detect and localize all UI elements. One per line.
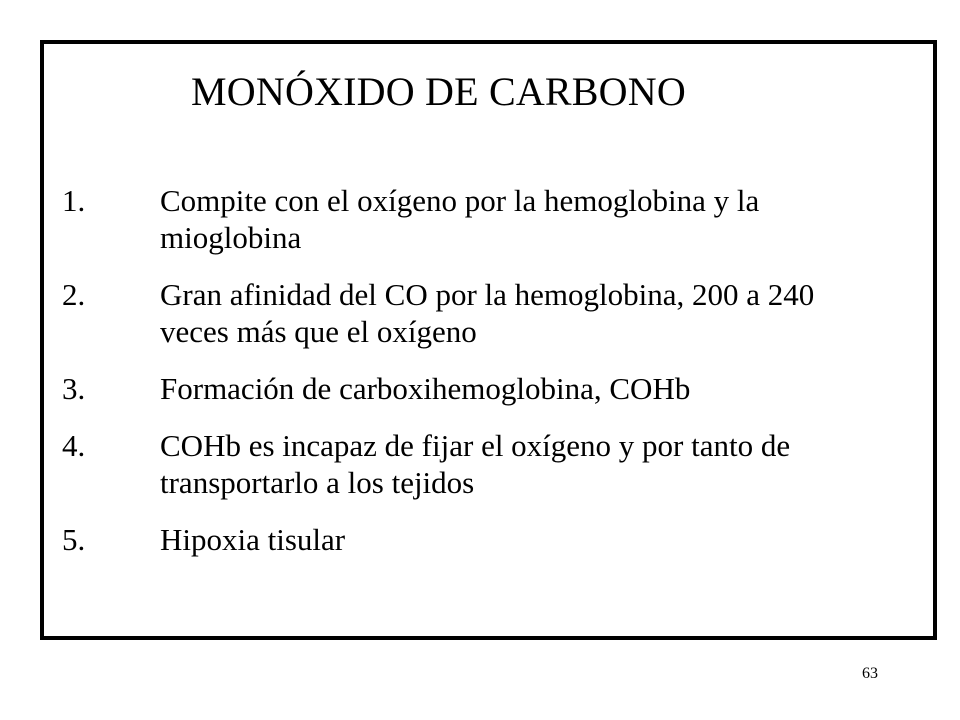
- list-item-text: Formación de carboxihemoglobina, COHb: [160, 371, 691, 406]
- slide-frame: [40, 40, 937, 640]
- list-item-text: Gran afinidad del CO por la hemoglobina, 200 a 240 veces más que el oxígeno: [160, 277, 815, 349]
- list-item-number: 3.: [62, 371, 86, 406]
- slide-title: MONÓXIDO DE CARBONO: [191, 69, 686, 114]
- list-item: [62, 370, 882, 407]
- list-item-number: 2.: [62, 277, 86, 312]
- list-item-number: 1.: [62, 183, 86, 218]
- list-item-number: 4.: [62, 428, 86, 463]
- list-item: [62, 521, 882, 558]
- list-item: [62, 427, 882, 501]
- list-item-text: Compite con el oxígeno por la hemoglobina y la mioglobina: [160, 183, 760, 255]
- list-item: [62, 276, 882, 350]
- numbered-list: [62, 182, 882, 578]
- page-number: 63: [862, 665, 878, 682]
- list-item-text: Hipoxia tisular: [160, 522, 346, 557]
- list-item: [62, 182, 882, 256]
- list-item-text: COHb es incapaz de fijar el oxígeno y por tanto de transportarlo a los tejidos: [160, 428, 791, 500]
- list-item-number: 5.: [62, 522, 86, 557]
